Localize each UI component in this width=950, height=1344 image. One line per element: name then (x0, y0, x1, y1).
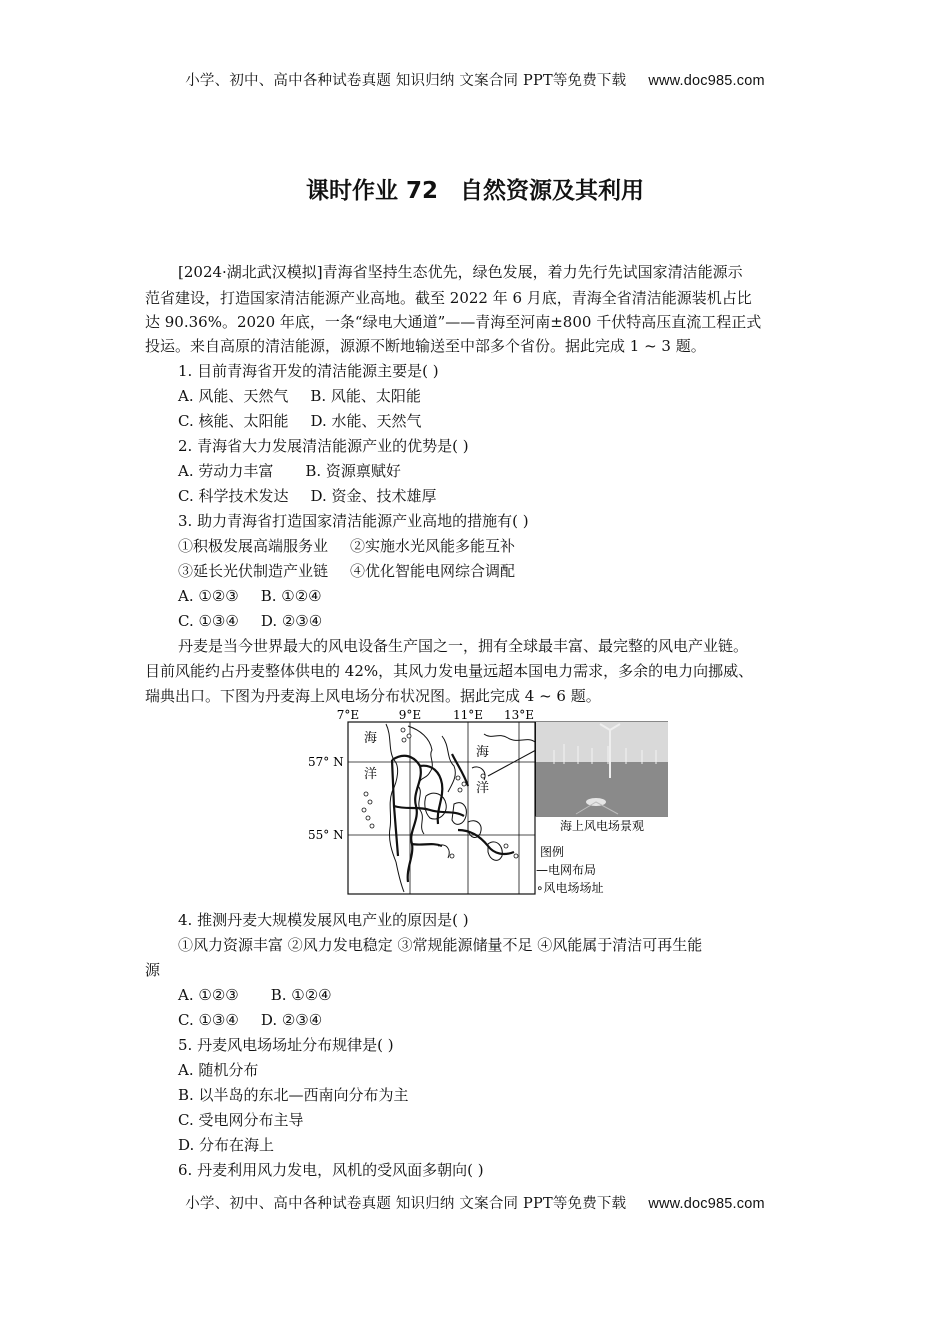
q3-option-d[interactable]: D. ②③④ (260, 612, 323, 630)
passage2-line: 瑞典出口。下图为丹麦海上风电场分布状况图。据此完成 4 ~ 6 题。 (145, 687, 601, 705)
sea-label: 洋 (364, 767, 378, 782)
legend-site-item: ∘风电场场址 (536, 881, 604, 895)
header-site: www.doc985.com (648, 73, 765, 89)
q1-option-c[interactable]: C. 核能、太阳能 (178, 412, 289, 430)
q3-option-c[interactable]: C. ①③④ (178, 612, 239, 630)
q4-option-c[interactable]: C. ①③④ (178, 1011, 239, 1029)
q3-statements-12 (178, 536, 515, 556)
q1-option-d[interactable]: D. 水能、天然气 (310, 412, 422, 430)
q1-option-a[interactable]: A. 风能、天然气 (178, 387, 289, 405)
q6-stem: 6. 丹麦利用风力发电，风机的受风面多朝向( ) (178, 1161, 484, 1179)
lat-label: 55° N (308, 828, 344, 842)
footer-site: www.doc985.com (648, 1196, 765, 1212)
map-frame (348, 722, 535, 894)
q3-option-a[interactable]: A. ①②③ (178, 587, 239, 605)
q5-option-c[interactable]: C. 受电网分布主导 (178, 1111, 304, 1129)
q2-option-b[interactable]: B. 资源禀赋好 (305, 462, 401, 480)
lon-label: 7°E (336, 708, 360, 722)
header-text: 小学、初中、高中各种试卷真题 知识归纳 文案合同 PPT等免费下载 (185, 73, 627, 89)
q2-options-cd (178, 486, 437, 506)
lon-label: 9°E (398, 708, 422, 722)
q5-stem: 5. 丹麦风电场场址分布规律是( ) (178, 1036, 394, 1054)
passage1-line: 范省建设，打造国家清洁能源产业高地。截至 2022 年 6 月底，青海全省清洁能源装机占比 (145, 289, 752, 307)
passage1-line: 投运。来自高原的清洁能源，源源不断地输送至中部多个省份。据此完成 1 ~ 3 题。 (145, 337, 706, 355)
page-footer (0, 1192, 950, 1213)
q3-stem: 3. 助力青海省打造国家清洁能源产业高地的措施有( ) (178, 512, 529, 530)
q1-option-b[interactable]: B. 风能、太阳能 (310, 387, 421, 405)
q3-options-cd (178, 611, 322, 631)
title-topic: 自然资源及其利用 (460, 178, 644, 204)
q3-option-b[interactable]: B. ①②④ (260, 587, 322, 605)
q3-statements-34 (178, 561, 515, 581)
sea-label: 洋 (476, 781, 490, 796)
q4-options-cd (178, 1010, 322, 1030)
wind-farm-photo (536, 722, 668, 816)
q3-statement-1: ①积极发展高端服务业 (178, 537, 329, 555)
q5-option-a[interactable]: A. 随机分布 (178, 1061, 259, 1079)
sea-label: 海 (364, 731, 378, 746)
q2-options-ab (178, 461, 401, 481)
q5-option-d[interactable]: D. 分布在海上 (178, 1136, 275, 1154)
denmark-wind-map-figure (308, 706, 668, 898)
footer-text: 小学、初中、高中各种试卷真题 知识归纳 文案合同 PPT等免费下载 (185, 1196, 627, 1212)
page-title (0, 172, 950, 205)
q4-statements-line2: 源 (145, 961, 161, 979)
lat-label: 57° N (308, 755, 344, 769)
q4-option-d[interactable]: D. ②③④ (260, 1011, 323, 1029)
q1-options-cd (178, 411, 422, 431)
sea-label: 海 (476, 745, 490, 760)
title-number: 课时作业 72 (305, 178, 438, 204)
passage1-line: [2024·湖北武汉模拟]青海省坚持生态优先，绿色发展，着力先行先试国家清洁能源示 (178, 263, 743, 281)
q1-stem: 1. 目前青海省开发的清洁能源主要是( ) (178, 362, 439, 380)
q4-option-a[interactable]: A. ①②③ (178, 986, 239, 1004)
q4-statements-line1: ①风力资源丰富 ②风力发电稳定 ③常规能源储量不足 ④风能属于清洁可再生能 (178, 936, 703, 954)
q3-statement-2: ②实施水光风能多能互补 (350, 537, 516, 555)
wind-farm-sites (362, 728, 518, 858)
q4-stem: 4. 推测丹麦大规模发展风电产业的原因是( ) (178, 911, 469, 929)
lon-label: 11°E (452, 708, 484, 722)
lon-label: 13°E (503, 708, 535, 722)
legend-grid-item: —电网布局 (536, 863, 597, 877)
q4-options-ab (178, 985, 332, 1005)
q2-option-c[interactable]: C. 科学技术发达 (178, 487, 289, 505)
q2-option-a[interactable]: A. 劳动力丰富 (178, 462, 274, 480)
q3-options-ab (178, 586, 322, 606)
q3-statement-3: ③延长光伏制造产业链 (178, 562, 329, 580)
passage2-line: 目前风能约占丹麦整体供电的 42%，其风力发电量远超本国电力需求，多余的电力向挪威、 (145, 662, 754, 680)
q1-options-ab (178, 386, 421, 406)
photo-pointer-arrow (488, 750, 536, 776)
photo-caption: 海上风电场景观 (559, 819, 645, 833)
page-header (0, 69, 950, 90)
legend-title: 图例 (540, 845, 565, 859)
q2-stem: 2. 青海省大力发展清洁能源产业的优势是( ) (178, 437, 469, 455)
q4-option-b[interactable]: B. ①②④ (270, 986, 332, 1004)
q5-option-b[interactable]: B. 以半岛的东北—西南向分布为主 (178, 1086, 409, 1104)
passage1-line: 达 90.36%。2020 年底，一条“绿电大通道”——青海至河南±800 千伏特高压直流工程正式 (145, 313, 762, 331)
passage2-line: 丹麦是当今世界最大的风电设备生产国之一，拥有全球最丰富、最完整的风电产业链。 (178, 637, 749, 655)
q3-statement-4: ④优化智能电网综合调配 (350, 562, 516, 580)
q2-option-d[interactable]: D. 资金、技术雄厚 (310, 487, 437, 505)
